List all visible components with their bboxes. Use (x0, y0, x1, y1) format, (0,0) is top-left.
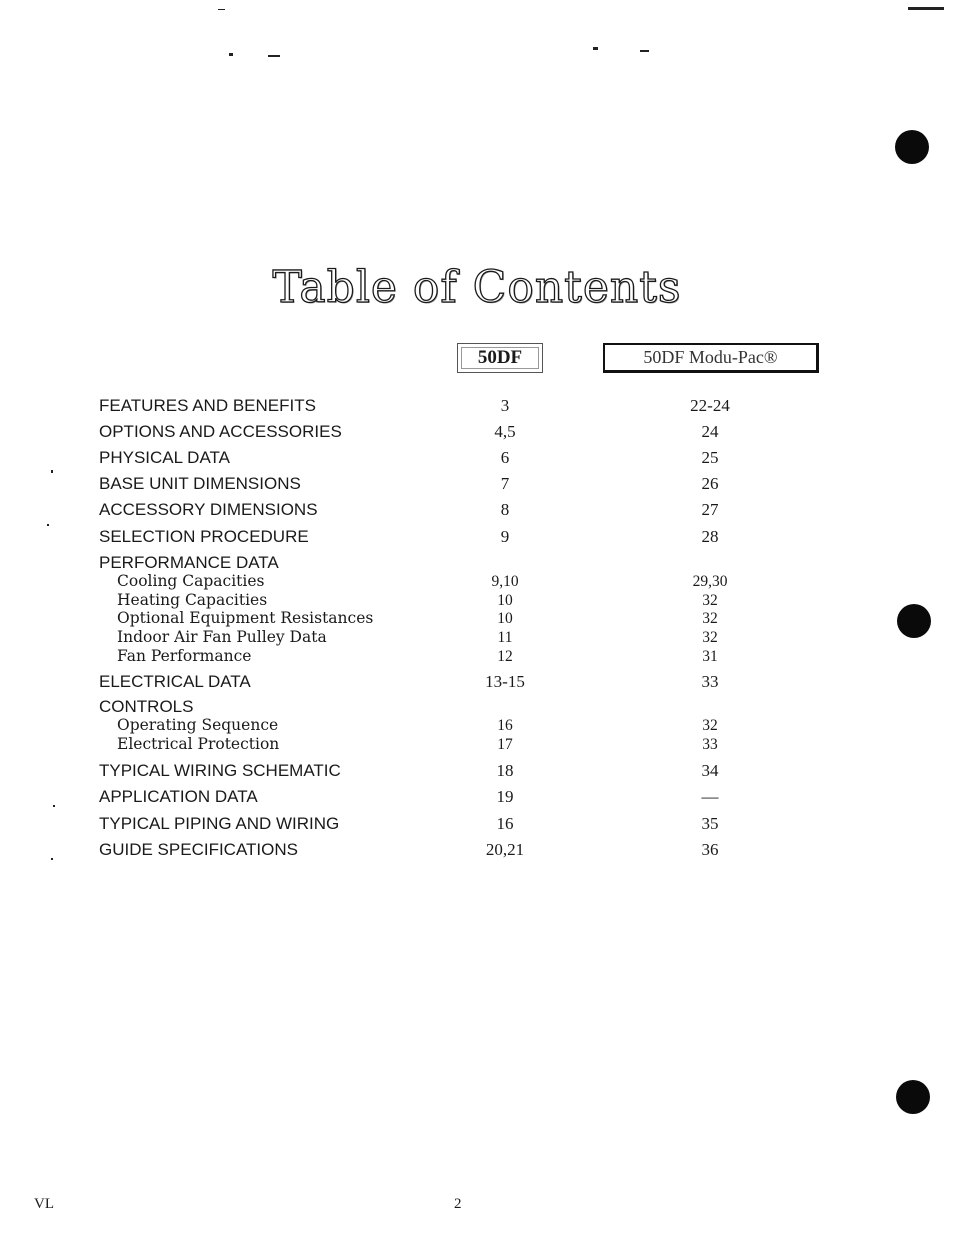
toc-page-50df: 16 (497, 717, 513, 734)
toc-page-modu-pac: 32 (702, 592, 718, 609)
toc-entry-label: ACCESSORY DIMENSIONS (99, 500, 318, 519)
toc-page-modu-pac: 27 (701, 500, 719, 519)
toc-page-50df: 20,21 (485, 840, 525, 859)
column-header-modu-pac: 50DF Modu-Pac® (603, 343, 819, 373)
toc-page-modu-pac: 32 (702, 610, 718, 627)
toc-page-modu-pac: 33 (702, 736, 718, 753)
toc-entry-label: Fan Performance (117, 647, 252, 665)
toc-entry-label: Indoor Air Fan Pulley Data (117, 628, 327, 646)
scan-mark (53, 805, 55, 807)
toc-page-50df: 4,5 (494, 422, 516, 441)
toc-page-modu-pac: 34 (701, 761, 719, 780)
toc-page-modu-pac: 22-24 (690, 396, 730, 415)
toc-page-modu-pac: 32 (702, 629, 718, 646)
punch-hole (895, 130, 929, 164)
toc-page-modu-pac: 24 (701, 422, 719, 441)
toc-entry-label: TYPICAL WIRING SCHEMATIC (99, 761, 341, 780)
page-title: Table of Contents (272, 262, 682, 313)
toc-page-50df: 17 (497, 736, 513, 753)
toc-entry-label: Heating Capacities (117, 591, 268, 609)
toc-entry-label: CONTROLS (99, 697, 194, 716)
toc-entry-label: TYPICAL PIPING AND WIRING (99, 814, 340, 833)
toc-entry-label: Optional Equipment Resistances (117, 609, 374, 627)
toc-entry-label: BASE UNIT DIMENSIONS (99, 474, 301, 493)
toc-page-modu-pac: 25 (701, 448, 719, 467)
punch-hole (896, 1080, 930, 1114)
scan-mark (229, 53, 233, 56)
toc-entry-label: SELECTION PROCEDURE (99, 527, 309, 546)
toc-page-modu-pac: 26 (701, 474, 719, 493)
toc-page-modu-pac: 32 (702, 717, 718, 734)
footer-code: VL (34, 1196, 54, 1212)
toc-page-modu-pac: 33 (701, 672, 719, 691)
punch-hole (897, 604, 931, 638)
toc-entry-label: ELECTRICAL DATA (99, 672, 251, 691)
toc-page-50df: 7 (500, 474, 510, 493)
toc-page-50df: 9 (500, 527, 510, 546)
scan-mark (51, 470, 53, 473)
toc-entry-label: FEATURES AND BENEFITS (99, 396, 316, 415)
toc-entry-label: APPLICATION DATA (99, 787, 258, 806)
scan-mark (908, 7, 944, 10)
toc-page-modu-pac: 29,30 (692, 573, 728, 590)
scan-mark (640, 50, 649, 52)
toc-entry-label: Operating Sequence (117, 716, 279, 734)
toc-page-50df: 6 (500, 448, 510, 467)
toc-entry-label: PHYSICAL DATA (99, 448, 230, 467)
toc-page-50df: 11 (497, 629, 513, 646)
toc-page-50df: 12 (497, 648, 513, 665)
toc-entry-label: OPTIONS AND ACCESSORIES (99, 422, 342, 441)
toc-page-50df: 8 (500, 500, 510, 519)
scan-mark (47, 524, 49, 526)
toc-page-modu-pac: — (701, 787, 719, 806)
toc-page-50df: 13-15 (485, 672, 525, 691)
scan-mark (218, 9, 225, 10)
scan-mark (593, 47, 598, 50)
toc-entry-label: Electrical Protection (117, 735, 280, 753)
toc-page-modu-pac: 35 (701, 814, 719, 833)
toc-page-50df: 10 (497, 610, 513, 627)
toc-page-50df: 19 (496, 787, 514, 806)
toc-entry-label: Cooling Capacities (117, 572, 265, 590)
scan-mark (268, 55, 280, 57)
toc-entry-label: PERFORMANCE DATA (99, 553, 279, 572)
toc-page-50df: 9,10 (491, 573, 519, 590)
column-header-50df: 50DF (457, 343, 543, 373)
page-number: 2 (454, 1196, 462, 1212)
toc-entry-label: GUIDE SPECIFICATIONS (99, 840, 298, 859)
scan-mark (51, 858, 53, 860)
toc-page-modu-pac: 31 (702, 648, 718, 665)
toc-page-50df: 18 (496, 761, 514, 780)
toc-page-modu-pac: 28 (701, 527, 719, 546)
toc-page-50df: 16 (496, 814, 514, 833)
toc-page-modu-pac: 36 (701, 840, 719, 859)
toc-page-50df: 10 (497, 592, 513, 609)
toc-page-50df: 3 (500, 396, 510, 415)
